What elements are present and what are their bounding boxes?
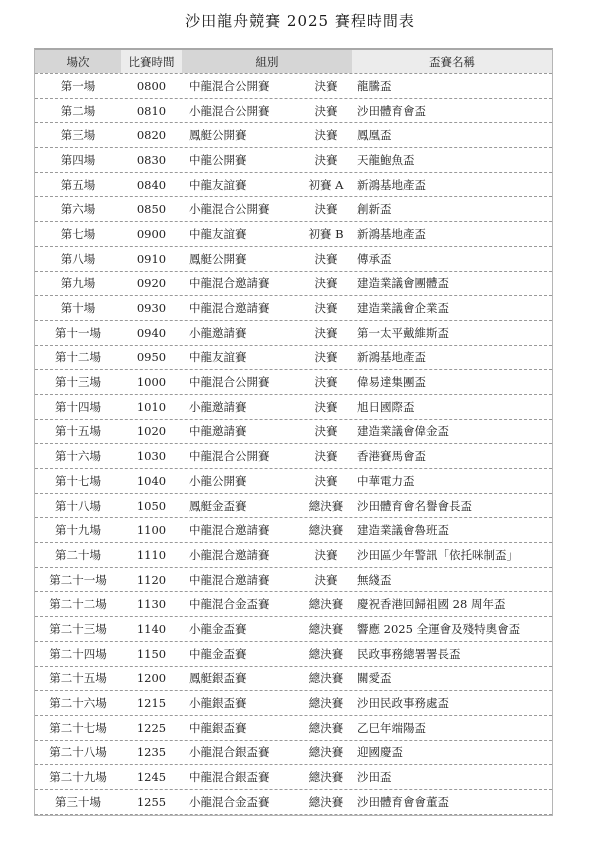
round-name: 決賽 [314,424,338,439]
table-row [35,272,552,297]
table-row [35,346,552,371]
match-no-cell: 第十一場 [55,325,101,340]
match-no-cell: 第一場 [60,78,96,93]
match-no-cell: 第二十三場 [49,621,107,636]
match-no-cell: 第五場 [60,177,96,192]
table-row [35,617,552,642]
group-cell [182,251,352,267]
time-cell: 1110 [136,547,167,562]
time-cell: 1120 [136,572,167,587]
round-name: 總決賽 [308,597,344,612]
time-cell: 1235 [136,745,167,760]
group-cell [182,226,352,242]
cup-cell: 鳳凰盃 [357,128,392,143]
group-cell [182,374,352,390]
time-cell: 1030 [136,449,167,464]
match-no-cell: 第二場 [60,103,96,118]
round-name: 決賽 [314,473,338,488]
table-row [35,469,552,494]
cup-cell: 乙巳年端陽盃 [357,720,426,735]
match-no-cell: 第十五場 [55,424,101,439]
time-cell: 0930 [136,301,167,316]
round-name: 決賽 [314,276,338,291]
cup-cell: 第一太平戴維斯盃 [357,325,449,340]
group-cell [182,572,352,588]
group-name: 中龍邀請賽 [189,424,247,439]
table-row [35,395,552,420]
time-cell: 1000 [136,375,167,390]
group-cell [182,621,352,637]
time-cell: 0910 [136,251,167,266]
time-cell: 0940 [136,325,167,340]
group-name: 鳳艇公開賽 [189,251,247,266]
table-row [35,123,552,148]
table-row [35,296,552,321]
round-name: 總決賽 [308,770,344,785]
cup-cell: 建造業議會企業盃 [357,301,449,316]
group-cell [182,695,352,711]
match-no-cell: 第二十五場 [49,671,107,686]
group-cell [182,177,352,193]
time-cell: 1150 [136,646,167,661]
group-name: 小龍混合銀盃賽 [189,745,270,760]
header-cup: 盃賽名稱 [352,50,552,73]
group-cell [182,547,352,563]
group-name: 中龍混合邀請賽 [189,572,270,587]
match-no-cell: 第二十六場 [49,696,107,711]
round-name: 決賽 [314,375,338,390]
schedule-table [34,48,553,816]
table-row [35,741,552,766]
group-name: 鳳艇公開賽 [189,128,247,143]
group-cell [182,670,352,686]
cup-cell: 旭日國際盃 [357,399,415,414]
table-row [35,247,552,272]
group-name: 小龍公開賽 [189,473,247,488]
group-name: 鳳艇銀盃賽 [189,671,247,686]
group-cell [182,127,352,143]
round-name: 決賽 [314,572,338,587]
round-name: 總決賽 [308,671,344,686]
table-row [35,222,552,247]
round-name: 決賽 [314,325,338,340]
match-no-cell: 第二十場 [55,547,101,562]
match-no-cell: 第九場 [60,276,96,291]
cup-cell: 天龍鮑魚盃 [357,152,415,167]
table-row [35,568,552,593]
time-cell: 0810 [136,103,167,118]
table-row [35,197,552,222]
time-cell: 1255 [136,794,167,809]
group-name: 小龍混合金盃賽 [189,794,270,809]
round-name: 決賽 [314,547,338,562]
group-name: 中龍銀盃賽 [189,720,247,735]
time-cell: 1020 [136,424,167,439]
group-cell [182,103,352,119]
group-name: 小龍銀盃賽 [189,696,247,711]
header-match-no: 場次 [35,50,121,73]
group-cell [182,720,352,736]
group-cell [182,349,352,365]
group-name: 中龍混合邀請賽 [189,301,270,316]
cup-cell: 新鴻基地產盃 [357,177,426,192]
time-cell: 0950 [136,350,167,365]
round-name: 初賽 A [308,177,344,192]
group-name: 中龍混合邀請賽 [189,523,270,538]
round-name: 決賽 [314,301,338,316]
cup-cell: 創新盃 [357,202,392,217]
cup-cell: 建造業議會團體盃 [357,276,449,291]
round-name: 決賽 [314,152,338,167]
time-cell: 0920 [136,276,167,291]
table-row [35,592,552,617]
group-name: 小龍金盃賽 [189,621,247,636]
time-cell: 0900 [136,226,167,241]
cup-cell: 傳承盃 [357,251,392,266]
match-no-cell: 第十二場 [55,350,101,365]
match-no-cell: 第二十九場 [49,770,107,785]
group-cell [182,769,352,785]
cup-cell: 迎國慶盃 [357,745,403,760]
round-name: 決賽 [314,103,338,118]
table-row [35,494,552,519]
round-name: 總決賽 [308,794,344,809]
table-body [35,74,552,815]
cup-cell: 無綫盃 [357,572,392,587]
group-cell [182,201,352,217]
table-row [35,148,552,173]
round-name: 決賽 [314,78,338,93]
cup-cell: 響應 2025 全運會及殘特奧會盃 [357,621,521,636]
group-name: 中龍混合邀請賽 [189,276,270,291]
group-name: 中龍混合公開賽 [189,375,270,390]
group-name: 中龍公開賽 [189,152,247,167]
group-cell [182,275,352,291]
group-cell [182,522,352,538]
match-no-cell: 第三場 [60,128,96,143]
round-name: 總決賽 [308,646,344,661]
group-name: 中龍混合銀盃賽 [189,770,270,785]
cup-cell: 沙田體育會盃 [357,103,426,118]
cup-cell: 新鴻基地產盃 [357,226,426,241]
cup-cell: 沙田體育會會董盃 [357,794,449,809]
match-no-cell: 第二十二場 [49,597,107,612]
match-no-cell: 第十場 [60,301,96,316]
match-no-cell: 第十九場 [55,523,101,538]
group-cell [182,300,352,316]
group-name: 中龍混合公開賽 [189,78,270,93]
group-cell [182,596,352,612]
cup-cell: 慶祝香港回歸祖國 28 周年盃 [357,597,506,612]
cup-cell: 民政事務總署署長盃 [357,646,461,661]
time-cell: 1225 [136,720,167,735]
group-cell [182,78,352,94]
table-row [35,765,552,790]
time-cell: 1215 [136,696,167,711]
header-time: 比賽時間 [121,50,182,73]
time-cell: 1140 [136,621,167,636]
group-name: 中龍友誼賽 [189,350,247,365]
time-cell: 0840 [136,177,167,192]
round-name: 總決賽 [308,621,344,636]
group-name: 中龍金盃賽 [189,646,247,661]
group-name: 小龍邀請賽 [189,399,247,414]
round-name: 初賽 B [308,226,344,241]
match-no-cell: 第十六場 [55,449,101,464]
match-no-cell: 第十八場 [55,498,101,513]
cup-cell: 沙田民政事務處盃 [357,696,449,711]
round-name: 總決賽 [308,696,344,711]
group-name: 小龍混合邀請賽 [189,547,270,562]
time-cell: 1040 [136,473,167,488]
time-cell: 0820 [136,128,167,143]
cup-cell: 關愛盃 [357,671,392,686]
time-cell: 0800 [136,78,167,93]
match-no-cell: 第三十場 [55,794,101,809]
group-name: 小龍邀請賽 [189,325,247,340]
table-row [35,691,552,716]
time-cell: 0830 [136,152,167,167]
cup-cell: 偉易達集團盃 [357,375,426,390]
round-name: 總決賽 [308,498,344,513]
group-name: 中龍混合公開賽 [189,449,270,464]
match-no-cell: 第二十四場 [49,646,107,661]
group-name: 小龍混合公開賽 [189,202,270,217]
match-no-cell: 第十七場 [55,473,101,488]
group-cell [182,325,352,341]
round-name: 決賽 [314,449,338,464]
cup-cell: 沙田體育會名譽會長盃 [357,498,472,513]
time-cell: 1100 [136,523,167,538]
match-no-cell: 第七場 [60,226,96,241]
match-no-cell: 第十三場 [55,375,101,390]
cup-cell: 建造業議會魯班盃 [357,523,449,538]
table-row [35,370,552,395]
time-cell: 1130 [136,597,167,612]
group-name: 小龍混合公開賽 [189,103,270,118]
table-row [35,444,552,469]
group-name: 鳳艇金盃賽 [189,498,247,513]
group-cell [182,498,352,514]
group-cell [182,152,352,168]
table-row [35,173,552,198]
match-no-cell: 第二十八場 [49,745,107,760]
group-cell [182,399,352,415]
table-row [35,518,552,543]
round-name: 決賽 [314,128,338,143]
round-name: 決賽 [314,251,338,266]
table-row [35,716,552,741]
match-no-cell: 第四場 [60,152,96,167]
group-name: 中龍友誼賽 [189,177,247,192]
round-name: 總決賽 [308,745,344,760]
time-cell: 1050 [136,498,167,513]
group-name: 中龍混合金盃賽 [189,597,270,612]
table-header-row [35,50,552,74]
table-row [35,420,552,445]
round-name: 決賽 [314,202,338,217]
group-cell [182,744,352,760]
match-no-cell: 第二十一場 [49,572,107,587]
group-cell [182,448,352,464]
cup-cell: 龍騰盃 [357,78,392,93]
match-no-cell: 第二十七場 [49,720,107,735]
time-cell: 1245 [136,770,167,785]
table-row [35,321,552,346]
group-name: 中龍友誼賽 [189,226,247,241]
document-title: 沙田龍舟競賽 2025 賽程時間表 [185,12,415,30]
group-cell [182,794,352,810]
time-cell: 0850 [136,202,167,217]
table-row [35,74,552,99]
group-cell [182,423,352,439]
group-cell [182,646,352,662]
cup-cell: 香港賽馬會盃 [357,449,426,464]
time-cell: 1200 [136,671,167,686]
round-name: 決賽 [314,399,338,414]
cup-cell: 中華電力盃 [357,473,415,488]
match-no-cell: 第八場 [60,251,96,266]
round-name: 總決賽 [308,720,344,735]
table-row [35,642,552,667]
cup-cell: 新鴻基地產盃 [357,350,426,365]
table-row [35,667,552,692]
match-no-cell: 第六場 [60,202,96,217]
cup-cell: 建造業議會偉金盃 [357,424,449,439]
table-row [35,543,552,568]
header-group: 組別 [182,50,352,73]
time-cell: 1010 [136,399,167,414]
round-name: 總決賽 [308,523,344,538]
cup-cell: 沙田盃 [357,770,392,785]
match-no-cell: 第十四場 [55,399,101,414]
group-cell [182,473,352,489]
table-row [35,99,552,124]
cup-cell: 沙田區少年警訊「依托咪制盃」 [357,547,518,562]
table-row [35,790,552,815]
round-name: 決賽 [314,350,338,365]
